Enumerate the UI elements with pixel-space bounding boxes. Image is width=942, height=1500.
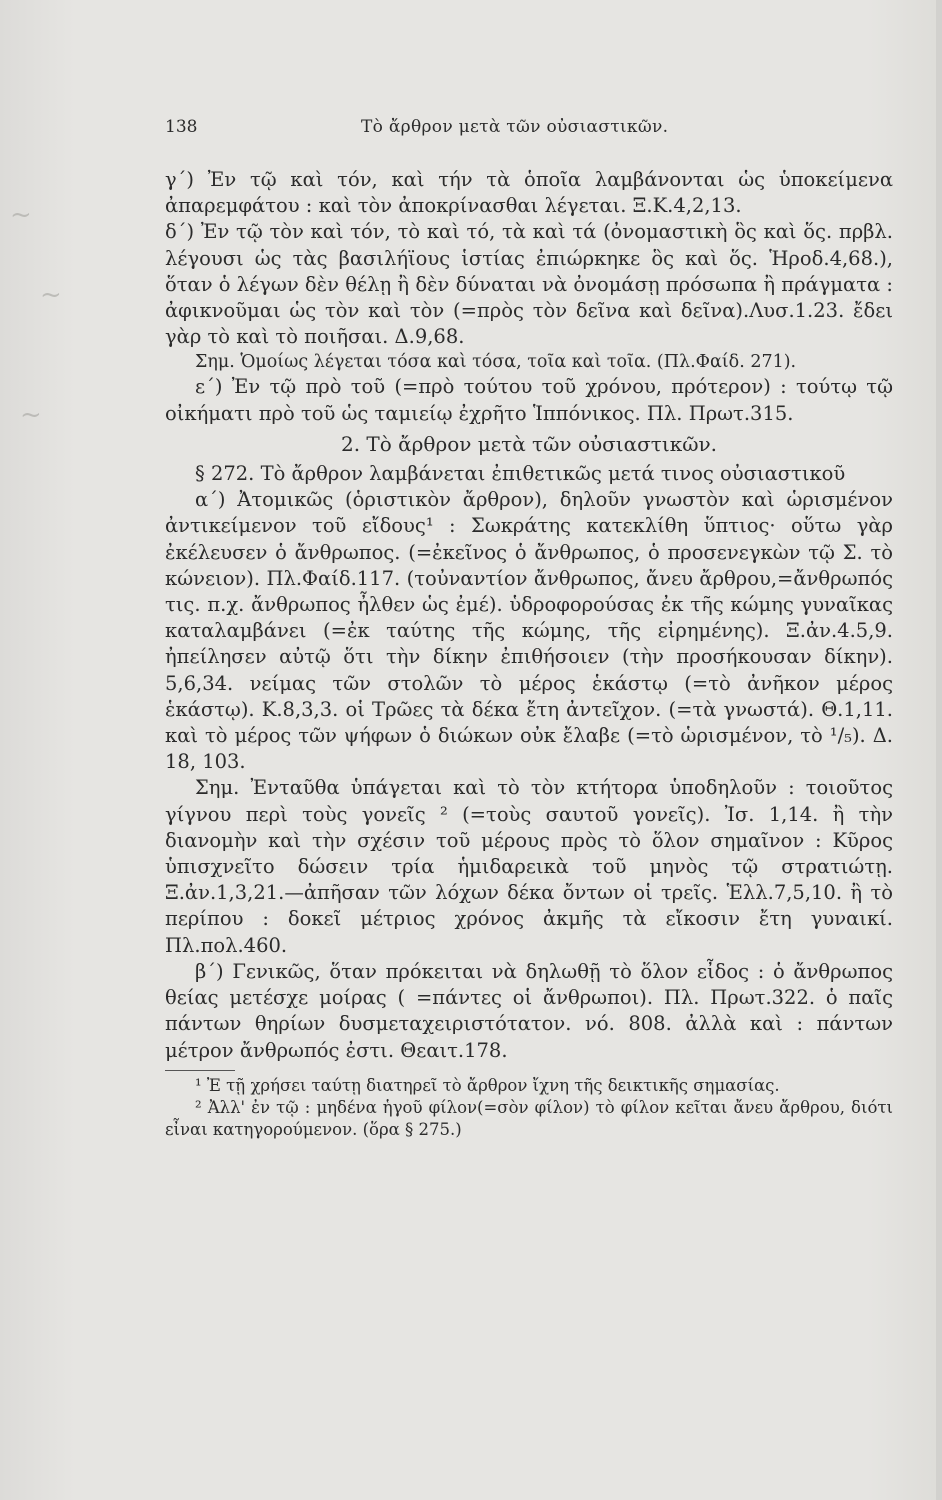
footnote-rule	[165, 1070, 235, 1071]
running-title: Τὸ ἄρθρον μετὰ τῶν οὐσιαστικῶν.	[361, 117, 669, 137]
paragraph-epsilon: ε΄) Ἐν τῷ πρὸ τοῦ (=πρὸ τούτου τοῦ χρόνου, πρότερον) : τούτῳ τῷ οἰκήματι πρὸ τοῦ ὡς ταμιείῳ ἐχρῆτο Ἱππόνικος. Πλ. Πρωτ.315.	[165, 375, 893, 425]
paragraph-delta: δ΄) Ἐν τῷ τὸν καὶ τόν, τὸ καὶ τό, τὰ καὶ τά (ὀνομαστικὴ ὃς καὶ ὅς. πρβλ. λέγουσι ὡς τὰς βασιλήϊους ἱστίας ἐπιώρκηκε ὃς καὶ ὅς. Ἡροδ.4,68.), ὅταν ὁ λέγων δὲν θέλῃ ἢ δὲν δύναται νὰ ὀνομάσῃ πρόσωπα ἢ πράγματα : ἀφικνοῦμαι ὡς τὸν καὶ τὸν (=πρὸς τὸν δεῖνα καὶ δεῖνα).Λυσ.1.23. ἔδει γὰρ τὸ καὶ τὸ ποιῆσαι. Δ.9,68.	[165, 220, 893, 349]
footnote-2: ² Ἀλλ' ἐν τῷ : μηδένα ἡγοῦ φίλον(=σὸν φίλον) τὸ φίλον κεῖται ἄνευ ἄρθρου, διότι εἶναι κατηγορούμενον. (ὅρα § 275.)	[165, 1097, 893, 1139]
section-title: 2. Τὸ ἄρθρον μετὰ τῶν οὐσιαστικῶν.	[340, 431, 718, 456]
page-number: 138	[165, 117, 198, 137]
paragraph-gamma: γ΄) Ἐν τῷ καὶ τόν, καὶ τήν τὰ ὁποῖα λαμβάνονται ὡς ὑποκείμενα ἀπαρεμφάτου : καὶ τὸν ἀποκρίνασθαι λέγεται. Ξ.Κ.4,2,13.	[165, 168, 893, 218]
paragraph-alpha: α΄) Ἀτομικῶς (ὁριστικὸν ἄρθρον), δηλοῦν γνωστὸν καὶ ὡρισμένον ἀντικείμενον τοῦ εἴδους¹ : Σωκράτης κατεκλίθη ὕπτιος· οὕτω γὰρ ἐκέλευσεν ὁ ἄνθρωπος. (=ἐκεῖνος ὁ ἄνθρωπος, ὁ προσενεγκὼν τῷ Σ. τὸ κώνειον). Πλ.Φαίδ.117. (τοὐναντίον ἄνθρωπος, ἄνευ ἄρθρου,=ἄνθρωπός τις. π.χ. ἄνθρωπος ἦλθεν ὡς ἐμέ). ὑδροφορούσας ἐκ τῆς κώμης γυναῖκας καταλαμβάνει (=ἐκ ταύτης τῆς κώμης, τῆς εἰρημένης). Ξ.ἀν.4.5,9. ἠπείλησεν αὐτῷ ὅτι τὴν δίκην ἐπιθήσοιεν (τὴν προσήκουσαν δίκην). 5,6,34. νείμας τῶν στολῶν τὸ μέρος ἑκάστῳ (=τὸ ἀνῆκον μέρος ἑκάστῳ). Κ.8,3,3. οἱ Τρῶες τὰ δέκα ἔτη ἀντεῖχον. (=τὰ γνωστά). Θ.1,11. καὶ τὸ μέρος τῶν ψήφων ὁ διώκων οὐκ ἔλαβε (=τὸ ὡρισμένον, τὸ ¹/₅). Δ. 18, 103.	[165, 488, 893, 774]
running-header	[165, 117, 725, 145]
page-edge	[936, 0, 942, 1500]
note-1: Σημ. Ὁμοίως λέγεται τόσα καὶ τόσα, τοῖα καὶ τοῖα. (Πλ.Φαίδ. 271).	[195, 352, 797, 373]
note-2: Σημ. Ἐνταῦθα ὑπάγεται καὶ τὸ τὸν κτήτορα ὑποδηλοῦν : τοιοῦτος γίγνου περὶ τοὺς γονεῖς ² (=τοὺς σαυτοῦ γονεῖς). Ἰσ. 1,14. ἢ τὴν διανομὴν καὶ τὴν σχέσιν τοῦ μέρους πρὸς τὸ ὅλον σημαῖνον : Κῦρος ὑπισχνεῖτο δώσειν τρία ἡμιδαρεικὰ τοῦ μηνὸς τῷ στρατιώτῃ. Ξ.ἀν.1,3,21.—ἀπῆσαν τῶν λόχων δέκα ὄντων οἱ τρεῖς. Ἑλλ.7,5,10. ἢ τὸ περίπου : δοκεῖ μέτριος χρόνος ἀκμῆς τὰ εἴκοσιν ἔτη γυναικί. Πλ.πολ.460.	[165, 776, 893, 957]
section-272: § 272. Τὸ ἄρθρον λαμβάνεται ἐπιθετικῶς μετά τινος οὐσιαστικοῦ	[195, 462, 846, 486]
page-body	[165, 167, 893, 1141]
footnote-1: ¹ Ἐ τῇ χρήσει ταύτῃ διατηρεῖ τὸ ἄρθρον ἴχνη τῆς δεικτικῆς σημασίας.	[195, 1075, 780, 1095]
margin-handwriting: ~ ~ ~	[10, 200, 62, 430]
paragraph-beta: β΄) Γενικῶς, ὅταν πρόκειται νὰ δηλωθῇ τὸ ὅλον εἶδος : ὁ ἄνθρωπος θείας μετέσχε μοίρας ( =πάντες οἱ ἄνθρωποι). Πλ. Πρωτ.322. ὁ παῖς πάντων θηρίων δυσμεταχειριστότατον. νό. 808. ἀλλὰ καὶ : πάντων μέτρον ἄνθρωπός ἐστι. Θεαιτ.178.	[165, 959, 893, 1062]
